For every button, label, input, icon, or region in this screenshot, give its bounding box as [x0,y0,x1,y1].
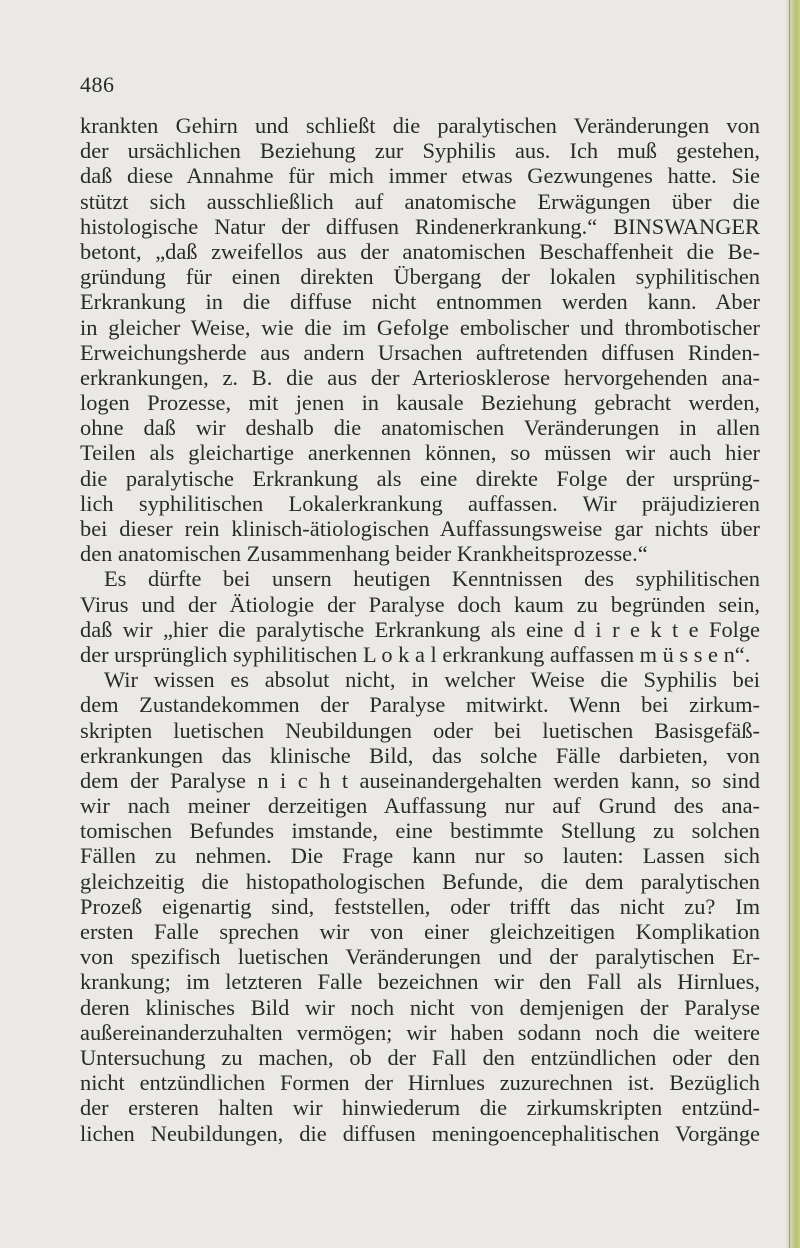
text-line: skripten luetischen Neubildungen oder bei luetischen Basisgefäß- [80,717,760,743]
text-line: Fällen zu nehmen. Die Frage kann nur so lauten: Lassen sich [80,843,760,869]
text-line: der ersteren halten wir hinwiederum die zirkumskripten entzünd- [80,1095,760,1121]
text-line: außereinanderzuhalten vermögen; wir haben sodann noch die weitere [80,1019,760,1045]
text-line: Erweichungsherde aus andern Ursachen auftretenden diffusen Rinden- [80,339,760,365]
text-line: daß diese Annahme für mich immer etwas Gezwungenes hatte. Sie [80,163,760,189]
text-line: von spezifisch luetischen Veränderungen und der paralytischen Er- [80,944,760,970]
body-text [80,113,760,1146]
text-line: tomischen Befundes imstande, eine bestimmte Stellung zu solchen [80,818,760,844]
text-line: Wir wissen es absolut nicht, in welcher Weise die Syphilis bei [104,667,760,693]
text-line: Es dürfte bei unsern heutigen Kenntnissen des syphilitischen [104,566,760,592]
text-line: Prozeß eigenartig sind, feststellen, oder trifft das nicht zu? Im [80,893,760,919]
text-line: erkrankungen das klinische Bild, das solche Fälle darbieten, von [80,742,760,768]
text-line: dem der Paralyse n i c h t auseinandergehalten werden kann, so sind [80,767,760,793]
text-line: Untersuchung zu machen, ob der Fall den entzündlichen oder den [80,1044,760,1070]
text-line: deren klinisches Bild wir noch nicht von demjenigen der Paralyse [80,994,760,1020]
text-line: krankung; im letzteren Falle bezeichnen wir den Fall als Hirnlues, [80,969,760,995]
text-line: Teilen als gleichartige anerkennen können, so müssen wir auch hier [80,440,760,466]
text-line: histologische Natur der diffusen Rindenerkrankung.“ BINSWANGER [80,213,760,239]
text-line: wir nach meiner derzeitigen Auffassung nur auf Grund des ana- [80,793,760,819]
text-line: gleichzeitig die histopathologischen Befunde, die dem paralytischen [80,868,760,894]
text-line: ohne daß wir deshalb die anatomischen Veränderungen in allen [80,415,760,441]
text-line: lich syphilitischen Lokalerkrankung auffassen. Wir präjudizieren [80,490,760,516]
page-number: 486 [80,72,115,97]
page-edge-line [789,0,790,1248]
text-line: Virus und der Ätiologie der Paralyse doch kaum zu begründen sein, [80,591,760,617]
text-line: dem Zustandekommen der Paralyse mitwirkt. Wenn bei zirkum- [80,692,760,718]
text-line: den anatomischen Zusammenhang beider Krankheitsprozesse.“ [80,541,648,567]
text-line: ersten Falle sprechen wir von einer gleichzeitigen Komplikation [80,919,760,944]
text-line: betont, „daß zweifellos aus der anatomischen Beschaffenheit die Be- [80,238,760,264]
text-line: lichen Neubildungen, die diffusen meningoencephalitischen Vorgänge [80,1120,760,1146]
text-line: der ursprünglich syphilitischen L o k a l erkrankung auffassen m ü s s e n“. [80,641,751,667]
text-line: Erkrankung in die diffuse nicht entnommen werden kann. Aber [80,289,760,315]
text-line: gründung für einen direkten Übergang der lokalen syphilitischen [80,264,760,290]
text-line: daß wir „hier die paralytische Erkrankung als eine d i r e k t e Folge [80,616,760,642]
text-line: nicht entzündlichen Formen der Hirnlues zuzurechnen ist. Bezüglich [80,1070,760,1096]
text-line: die paralytische Erkrankung als eine direkte Folge der ursprüng- [80,465,760,491]
text-line: der ursächlichen Beziehung zur Syphilis aus. Ich muß gestehen, [80,138,760,164]
text-line: krankten Gehirn und schließt die paralytischen Veränderungen von [80,113,760,138]
text-line: stützt sich ausschließlich auf anatomische Erwägungen über die [80,188,760,214]
text-line: bei dieser rein klinisch-ätiologischen Auffassungsweise gar nichts über [80,516,760,541]
text-line: in gleicher Weise, wie die im Gefolge embolischer und thrombotischer [80,314,760,340]
text-line: erkrankungen, z. B. die aus der Arteriosklerose hervorgehenden ana- [80,364,760,390]
text-line: logen Prozesse, mit jenen in kausale Beziehung gebracht werden, [80,390,760,416]
